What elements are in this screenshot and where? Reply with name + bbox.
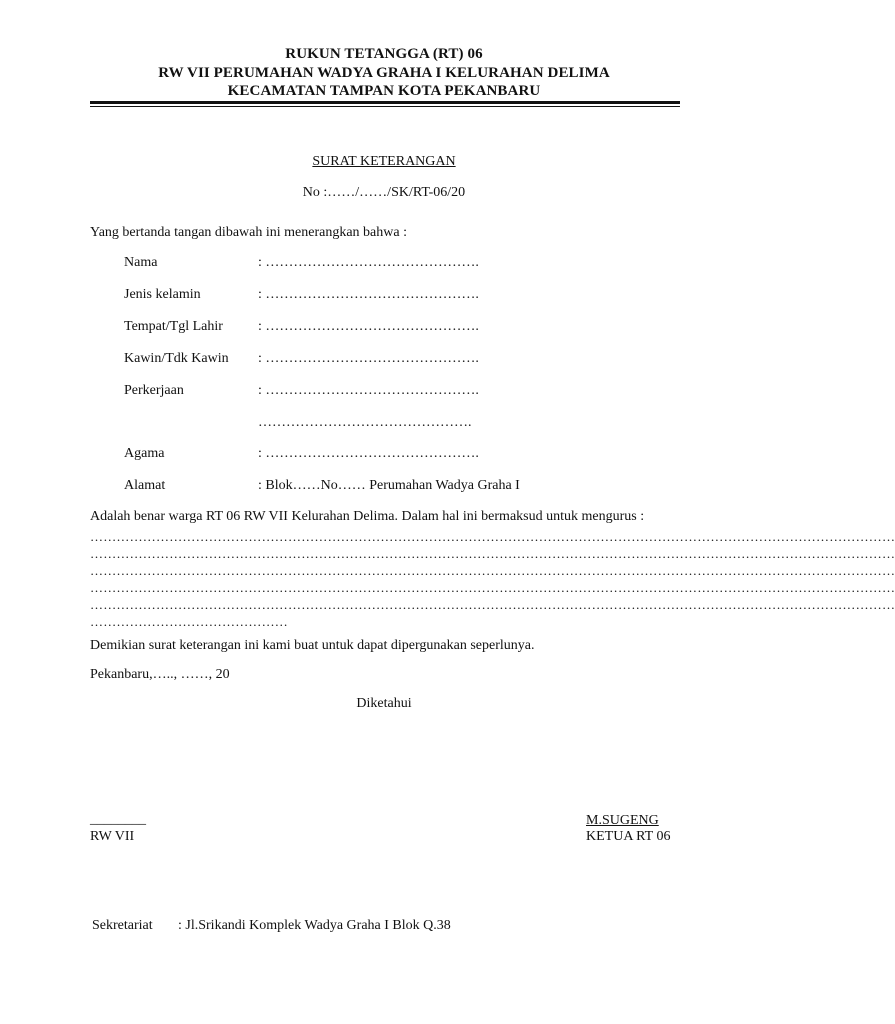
header-rule-thin — [90, 106, 680, 107]
closing-text: Demikian surat keterangan ini kami buat untuk dapat dipergunakan seperlunya. — [90, 638, 535, 653]
footer-label: Sekretariat — [92, 918, 153, 933]
purpose-line-3: ………………………………………………………………………………………………………………………………………………………………… — [90, 563, 895, 578]
field-value-alamat: : Blok……No…… Perumahan Wadya Graha I — [258, 478, 520, 493]
purpose-line-6: ……………………………………… — [90, 614, 288, 629]
place-date: Pekanbaru,….., ……, 20 — [90, 667, 230, 682]
intro-text: Yang bertanda tangan dibawah ini menerangkan bahwa : — [90, 225, 407, 240]
letter-number: No :……/……/SK/RT-06/20 — [302, 185, 466, 200]
field-value-jenis-kelamin: : ………………………………………. — [258, 287, 479, 302]
header-rule-thick — [90, 101, 680, 104]
field-value-perkerjaan-cont: ………………………………………. — [258, 415, 472, 430]
field-value-nama: : ………………………………………. — [258, 255, 479, 270]
purpose-line-4: ………………………………………………………………………………………………………………………………………………………………… — [90, 580, 895, 595]
field-label-tempat-tgl-lahir: Tempat/Tgl Lahir — [124, 319, 223, 334]
rt-signer-name: M.SUGENG — [586, 813, 659, 828]
field-value-perkerjaan: : ………………………………………. — [258, 383, 479, 398]
header-line-2: RW VII PERUMAHAN WADYA GRAHA I KELURAHAN DELIMA — [158, 65, 610, 81]
field-value-tempat-tgl-lahir: : ………………………………………. — [258, 319, 479, 334]
letter-title: SURAT KETERANGAN — [312, 154, 456, 169]
purpose-line-1: ………………………………………………………………………………………………………………………………………………………………… — [90, 529, 895, 544]
footer-address: : Jl.Srikandi Komplek Wadya Graha I Blok Q.38 — [178, 918, 451, 933]
field-label-kawin: Kawin/Tdk Kawin — [124, 351, 229, 366]
rw-signature-blank: ________ — [90, 812, 146, 827]
purpose-line-5: ………………………………………………………………………………………………………………………………………………………………… — [90, 597, 895, 612]
acknowledged-label: Diketahui — [356, 696, 412, 711]
header-line-3: KECAMATAN TAMPAN KOTA PEKANBARU — [227, 83, 541, 99]
purpose-line-2: ………………………………………………………………………………………………………………………………………………………………… — [90, 546, 895, 561]
field-value-agama: : ………………………………………. — [258, 446, 479, 461]
field-label-jenis-kelamin: Jenis kelamin — [124, 287, 201, 302]
field-label-perkerjaan: Perkerjaan — [124, 383, 184, 398]
purpose-text: Adalah benar warga RT 06 RW VII Kelurahan Delima. Dalam hal ini bermaksud untuk mengurus : — [90, 509, 645, 524]
field-label-nama: Nama — [124, 255, 158, 270]
field-label-agama: Agama — [124, 446, 165, 461]
rt-title: KETUA RT 06 — [586, 829, 671, 844]
header-line-1: RUKUN TETANGGA (RT) 06 — [285, 46, 483, 62]
field-value-kawin: : ………………………………………. — [258, 351, 479, 366]
rw-title: RW VII — [90, 829, 135, 844]
field-label-alamat: Alamat — [124, 478, 166, 493]
